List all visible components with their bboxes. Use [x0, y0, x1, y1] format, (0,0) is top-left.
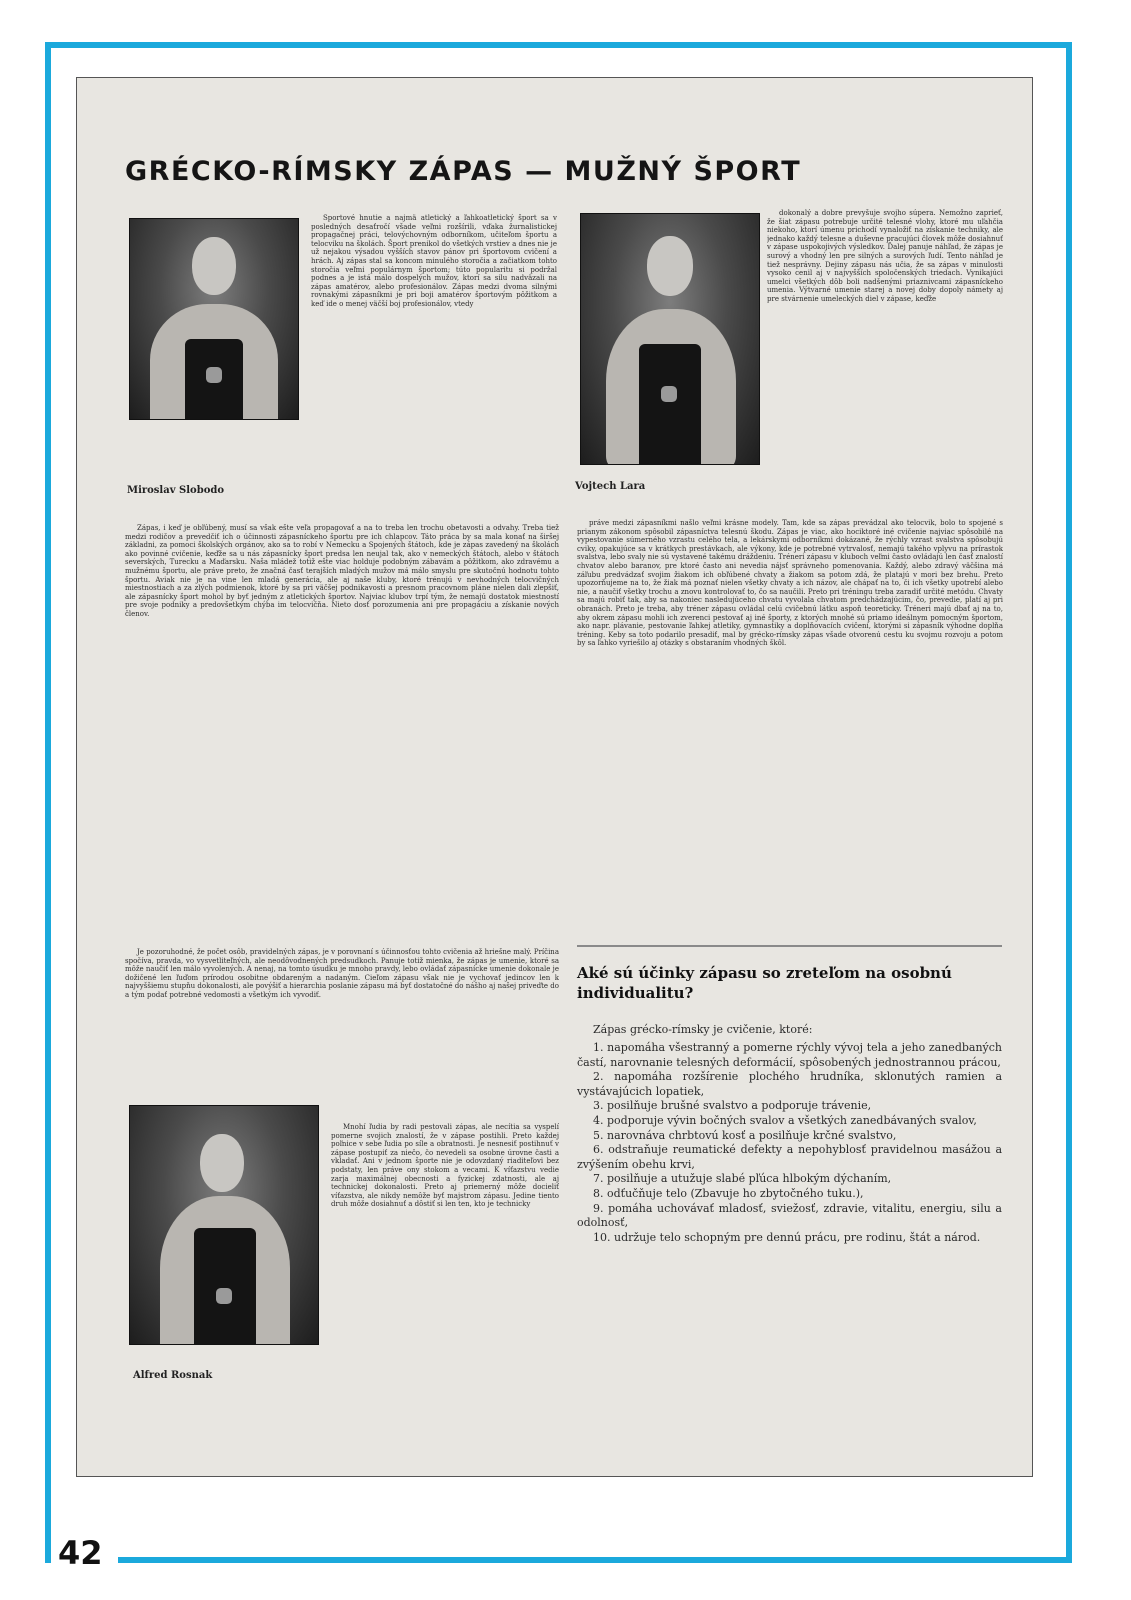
- list-item: 7. posilňuje a utužuje slabé pľúca hlbokým dýchaním,: [593, 1172, 892, 1186]
- section-intro: Zápas grécko-rímsky je cvičenie, ktoré:: [593, 1023, 813, 1036]
- list-item: 3. posilňuje brušné svalstvo a podporuje trávenie,: [593, 1099, 872, 1113]
- frame-corner: [45, 1545, 51, 1563]
- frame-left-border: [45, 42, 51, 1545]
- photo-2-caption: Vojtech Lara: [575, 481, 646, 492]
- wrestler-photo-1: [129, 218, 299, 420]
- article-column-a: Športové hnutie a najmä atletický a ľahkoatletický šport sa v posledných desaťročí všade veľmi rozšírili, vďaka žurnalistickej propagačnej práci, telovýchovným odborníkom, učiteľom športu a telocviku na školách. Šport prenikol do všetkých vrstiev a dnes nie je už nejakou výsadou vyšších stavov pánov pri športovom cvičení a hrách. Aj zápas stal sa koncom minulého storočia a začiatkom tohto storočia veľmi populárnym športom; túto popularitu si podržal podnes a je istá málo dospelých mužov, ktorí sa silu nadväzali na zápas amatérov, alebo profesionálov. Zápas medzi dvoma silnými rovnakými zápasníkmi je pri boji amatérov športovým pôžitkom a keď ide o menej väčší boj profesionálov, vtedy: [311, 214, 557, 308]
- wrestler-photo-3: [129, 1105, 319, 1345]
- list-item: 5. narovnáva chrbtovú kosť a posilňuje krčné svalstvo,: [593, 1128, 897, 1142]
- list-item: 2. napomáha rozšírenie plochého hrudníka, sklonutých ramien a vystávajúcich lopatiek,: [577, 1070, 1002, 1098]
- section-title: Aké sú účinky zápasu so zreteľom na osobnú individualitu?: [577, 964, 952, 1002]
- photo-3-caption: Alfred Rosnak: [133, 1370, 213, 1381]
- article-column-e: dokonalý a dobre prevyšuje svojho súpera. Nemožno zaprieť, že šiat zápasu potrebuje určité telesné vlohy, ktoré mu uľahčia niekoho, ktorí úmenu prichodí vynaložiť na získanie techniky, ale jednako každý telesne a duševne pracujúci človek môže dosiahnuť v zápase uspokojivých výsledkov. Ďalej panuje náhľad, že zápas je surový a vhodný len pre silných a surových ľudí. Tento náhľad je tiež nesprávny. Dejiny zápasu nás učia, že sa zápas v minulosti vysoko cenil aj v najvyšších spoločenských triedach. Vynikajúci umelci všetkých dôb boli nadšenými priaznivcami zápasníckeho umenia. Výtvarné umenie starej a novej doby dopoly námety aj pre stvárnenie umeleckých diel v zápase, keďže: [767, 209, 1003, 303]
- frame-top-border: [45, 42, 1072, 48]
- list-item: 4. podporuje vývin bočných svalov a všetkých zanedbávaných svalov,: [593, 1113, 977, 1127]
- list-item: 6. odstraňuje reumatické defekty a nepohyblosť pravidelnou masážou a zvýšením obehu krvi,: [577, 1143, 1002, 1171]
- list-item: 8. odťučňuje telo (Zbavuje ho zbytočného tuku.),: [593, 1186, 864, 1200]
- photo-1-caption: Miroslav Slobodo: [127, 485, 225, 496]
- frame-bottom-border: [118, 1557, 1072, 1563]
- article-headline: GRÉCKO-RÍMSKY ZÁPAS — MUŽNÝ ŠPORT: [125, 156, 802, 187]
- section-divider: [577, 945, 1002, 947]
- frame-right-border: [1066, 42, 1072, 1563]
- list-item: 1. napomáha všestranný a pomerne rýchly vývoj tela a jeho zanedbaných častí, narovnanie telesných deformácií, spôsobených jednostrannou prácou,: [577, 1041, 1002, 1069]
- article-column-d: Mnohí ľudia by radi pestovali zápas, ale necítia sa vyspelí pomerne svojich znalostí, že v zápase postihli. Preto každej poľnice v sebe ľudia po síle a obratnosti. Je nesnesiť postihnuť v zápase postupiť za niečo, čo nevedeli sa osobne úrovne časti a vkladať. Ani v jednom športe nie je odovzdaný riaditeľovi bez podstaty, len práve ony stokom a vecami. K víťazstvu vedie zarja maximálnej obecnosti a fyzickej zdatnosti, ale aj technickej dokonalosti. Preto aj priemerný môže docieliť víťazstva, ale nikdy nemôže byť majstrom zápasu. Jedine tiento druh môže dosiahnuť a dôstiť si len ten, kto je technicky: [331, 1123, 559, 1209]
- scanned-page: [76, 77, 1033, 1477]
- list-item: 9. pomáha uchovávať mladosť, sviežosť, zdravie, vitalitu, energiu, silu a odolnosť,: [577, 1201, 1002, 1230]
- wrestler-photo-2: [580, 213, 760, 465]
- article-column-f: práve medzi zápasníkmi našlo veľmi krásne modely. Tam, kde sa zápas prevádzal ako telocvik, bolo to spojené s prianym zákonom spôsobil zápasníctva telesnú škodu. Zápas je viac, ako hociktoré iné cvičenie najviac spôsobilé na vypestovanie súmerného vzrastu celého tela, a lekárskymi odborníkmi dokázané, že rýchly vzrast svalstva spôsobujú cviky, opakujúce sa v krátkych prestávkach, ale výkony, kde je potrebné vytrvalosť, nemajú takého vplyvu na prírastok svalstva, lebo svaly nie sú vystavené takému dráždeniu. Tréneri zápasu v kluboch veľmi často ovládajú len časť znalostí chvatov alebo baranov, pre ktoré často ani nevedia nájsť správneho pomenovania. Každý, alebo zdravý väčšina má záľubu predvádzať svojim žiakom ich obľúbené chvaty a žiakom sa potom zdá, že platajú v mori bez brehu. Preto upozorňujeme na to, že žiak má poznať nielen všetky chvaty a ich názov, ale chápať na to, či ich všetky upotrebí alebo nie, a naučiť všetky trochu a znovu kontrolovať to, čo sa naučili. Preto pri tréningu treba zaradiť určité metódu. Chvaty sa majú robiť tak, aby sa nakoniec nasledujúceho chvatu vyvolala chvatom predchádzajúcim, čo, prevedie, platí aj pri obranách. Preto je treba, aby tréner zápasu ovládal celú cvičebnú látku aspoň teoreticky. Tréneri majú dbať aj na to, aby okrem zápasu mohli ich zverenci pestovať aj iné športy, z ktorých mnohé sú priamo ideálnym pomocným športom, ako napr. plávanie, pestovanie ľahkej atletiky, gymnastiky a doplňovacích cvičení, ktorými si zápasník výhodne doplňa tréning. Keby sa toto podarilo presadiť, mal by grécko-rímsky zápas všade otvorenú cestu ku svojmu rozvoju a potom by sa ľahko vyriešilo aj otázky s obstaraním vhodných škôl.: [577, 519, 1003, 648]
- article-column-c: Je pozoruhodné, že počet osôb, pravidelných zápas, je v porovnaní s účinnosťou tohto cvičenia až hriešne malý. Príčina spočíva, pravda, vo vysvetliteľných, ale neodôvodnených predsudkoch. Panuje totiž mienka, že zápas je umenie, ktoré sa môže naučiť len málo vyvolených. A nenaj, na tomto úsudku je mnoho pravdy, lebo ovládať zápasnícke umenie dokonale je dožičené len ľuďom prírodou osobitne obdareným a nadaným. Cieľom zápasu však nie je vychovať jedincov len k najvyššiemu stupňu dokonalosti, ale povýšiť a hierarchia poslanie zápasu má byť dostatočné do nášho aj našej priveďte do a tým podať potrebné vedomosti a všetkým ich vyvodiť.: [125, 948, 559, 999]
- effects-list: [577, 1041, 1002, 1245]
- article-column-b: Zápas, i keď je obľúbený, musí sa však ešte veľa propagovať a na to treba len trochu obetavosti a odvahy. Treba tiež medzi rodičov a prevedčiť ich o účinnosti zápasníckeho športu pre ich chlapcov. Táto práca by sa mala konať na širšej základni, za pomoci školských orgánov, ako sa to robí v Nemecku a Spojených štátoch, kde je zápas zavedený na školách ako povinné cvičenie, keďže sa u nás zápasnícky šport predsa len neujal tak, ako v nemeckých štátoch, alebo v štátoch severských, Turecku a Maďarsku. Naša mládež totiž ešte viac holduje podobným zábavám a pôžitkom, ako zdravému a mužnému športu, ale práve preto, že značná časť terajších mladých mužov má málo smyslu pre skutočnú hodnotu tohto športu. Aviak nie je na vine len mladá generácia, ale aj naše kluby, ktoré trénujú v nevhodných telocvičných miestnostiach a za zlých podmienok, ktoré by sa pri väčšej podnikavosti a presnom pracovnom pláne nielen dali zlepšiť, ale zápasnícky šport mohol by byť jedným z atletických športov. Najviac klubov trpí tým, že nemajú dostatok miestností pre svoje podniky a predovšetkým chýba im telocvičňa. Nieto dosť porozumenia ani pre propagáciu a získanie nových členov.: [125, 524, 559, 618]
- list-item: 10. udržuje telo schopným pre dennú prácu, pre rodinu, štát a národ.: [593, 1230, 981, 1244]
- page-number: 42: [58, 1534, 103, 1572]
